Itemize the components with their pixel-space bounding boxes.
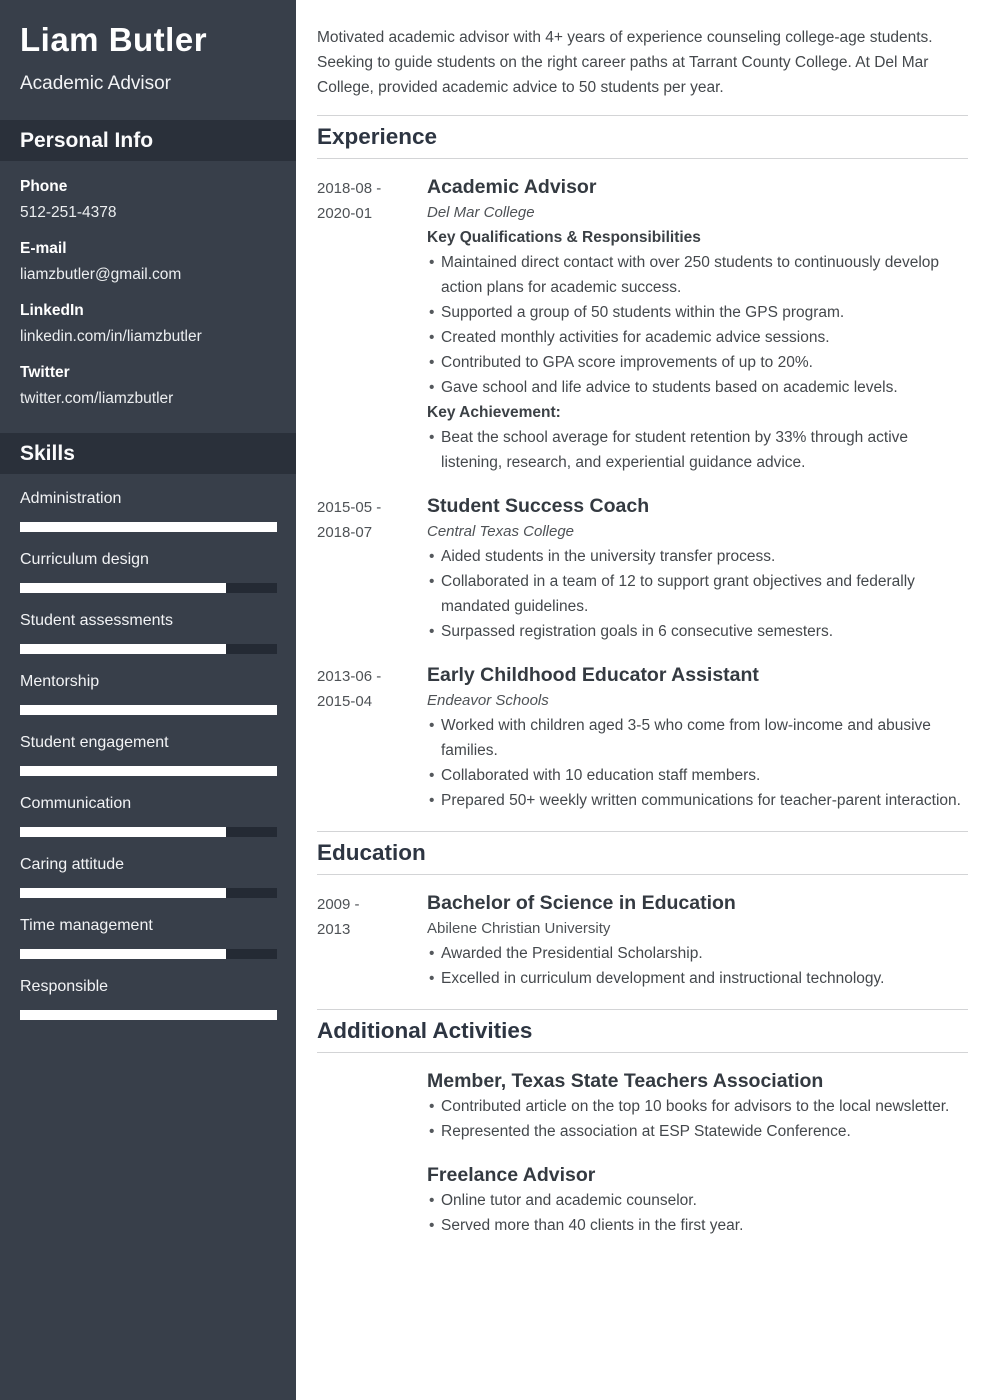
experience-entry bbox=[317, 493, 968, 644]
bullet-item: • Contributed article on the top 10 books for advisors to the local newsletter. bbox=[427, 1094, 968, 1119]
school-name: Abilene Christian University bbox=[427, 920, 611, 937]
skill-bar-track bbox=[20, 705, 277, 715]
contact-label: LinkedIn bbox=[20, 302, 84, 319]
contact-item-twitter bbox=[20, 363, 276, 409]
entry-body bbox=[427, 174, 968, 475]
entry-dates-empty bbox=[317, 1068, 427, 1144]
degree-title: Bachelor of Science in Education bbox=[427, 892, 736, 914]
date-start: 2009 - bbox=[317, 896, 360, 913]
candidate-name: Liam Butler bbox=[20, 21, 208, 58]
skill-item bbox=[20, 916, 276, 959]
skill-label: Time management bbox=[20, 917, 153, 934]
date-end: 2015-04 bbox=[317, 693, 373, 710]
company-name: Central Texas College bbox=[427, 523, 575, 540]
skill-bar-fill bbox=[20, 827, 226, 837]
bullet-item: • Served more than 40 clients in the first year. bbox=[427, 1213, 968, 1238]
date-start: 2018-08 - bbox=[317, 180, 382, 197]
date-start: 2013-06 - bbox=[317, 668, 382, 685]
bullet-list bbox=[427, 250, 968, 400]
contact-label: E-mail bbox=[20, 240, 67, 257]
company-name: Endeavor Schools bbox=[427, 692, 549, 709]
activity-title: Freelance Advisor bbox=[427, 1164, 596, 1186]
skill-bar-track bbox=[20, 888, 277, 898]
bullet-item: • Contributed to GPA score improvements of up to 20%. bbox=[427, 350, 968, 375]
activity-title: Member, Texas State Teachers Association bbox=[427, 1070, 824, 1092]
additional-activity-entry bbox=[317, 1162, 968, 1238]
bullet-item: • Supported a group of 50 students within the GPS program. bbox=[427, 300, 968, 325]
entry-body bbox=[427, 1068, 968, 1144]
section-heading-education bbox=[317, 831, 968, 875]
skill-bar-track bbox=[20, 949, 277, 959]
experience-entry bbox=[317, 174, 968, 475]
education-entry bbox=[317, 890, 968, 991]
skill-bar-fill bbox=[20, 1010, 277, 1020]
skill-bar-fill bbox=[20, 583, 226, 593]
entry-subheading: Key Achievement: bbox=[427, 404, 561, 421]
skill-item bbox=[20, 855, 276, 898]
bullet-list bbox=[427, 1094, 968, 1144]
skill-bar-track bbox=[20, 1010, 277, 1020]
skill-item bbox=[20, 977, 276, 1020]
bullet-item: • Worked with children aged 3-5 who come from low-income and abusive families. bbox=[427, 713, 968, 763]
bullet-list bbox=[427, 713, 968, 813]
entry-dates bbox=[317, 662, 427, 813]
bullet-item: • Excelled in curriculum development and instructional technology. bbox=[427, 966, 968, 991]
additional-activity-entry bbox=[317, 1068, 968, 1144]
bullet-item: • Collaborated in a team of 12 to support grant objectives and federally mandated guidelines. bbox=[427, 569, 968, 619]
company-name: Del Mar College bbox=[427, 204, 535, 221]
bullet-item: • Prepared 50+ weekly written communications for teacher-parent interaction. bbox=[427, 788, 968, 813]
contact-value: twitter.com/liamzbutler bbox=[20, 390, 174, 407]
entry-dates bbox=[317, 174, 427, 475]
section-title: Additional Activities bbox=[317, 1018, 533, 1043]
experience-entry bbox=[317, 662, 968, 813]
entry-dates bbox=[317, 890, 427, 991]
job-title: Early Childhood Educator Assistant bbox=[427, 664, 759, 686]
skills-list bbox=[0, 489, 296, 1020]
entry-body bbox=[427, 890, 968, 991]
bullet-item: • Beat the school average for student retention by 33% through active listening, research, and experiential guidance advice. bbox=[427, 425, 968, 475]
bullet-item: • Aided students in the university transfer process. bbox=[427, 544, 968, 569]
bullet-item: • Awarded the Presidential Scholarship. bbox=[427, 941, 968, 966]
personal-info-heading: Personal Info bbox=[0, 120, 296, 161]
contact-label: Twitter bbox=[20, 364, 70, 381]
bullet-list bbox=[427, 544, 968, 644]
skill-bar-track bbox=[20, 522, 277, 532]
skill-item bbox=[20, 733, 276, 776]
section-heading-experience bbox=[317, 115, 968, 159]
contact-item-email bbox=[20, 239, 276, 285]
bullet-item: • Represented the association at ESP Statewide Conference. bbox=[427, 1119, 968, 1144]
bullet-item: • Surpassed registration goals in 6 consecutive semesters. bbox=[427, 619, 968, 644]
entry-body bbox=[427, 493, 968, 644]
date-end: 2020-01 bbox=[317, 205, 373, 222]
date-start: 2015-05 - bbox=[317, 499, 382, 516]
skill-item bbox=[20, 672, 276, 715]
contact-item-phone bbox=[20, 177, 276, 223]
skills-heading: Skills bbox=[0, 433, 296, 474]
section-heading-additional-activities bbox=[317, 1009, 968, 1053]
contact-item-linkedin bbox=[20, 301, 276, 347]
bullet-list bbox=[427, 425, 968, 475]
skill-bar-fill bbox=[20, 522, 277, 532]
skill-label: Caring attitude bbox=[20, 856, 125, 873]
skill-bar-fill bbox=[20, 766, 277, 776]
skill-bar-track bbox=[20, 644, 277, 654]
skill-bar-fill bbox=[20, 705, 277, 715]
skill-bar-track bbox=[20, 766, 277, 776]
skill-bar-track bbox=[20, 827, 277, 837]
bullet-item: • Maintained direct contact with over 250 students to continuously develop action plans for academic success. bbox=[427, 250, 968, 300]
bullet-item: • Collaborated with 10 education staff members. bbox=[427, 763, 968, 788]
skill-bar-fill bbox=[20, 888, 226, 898]
section-title: Experience bbox=[317, 124, 438, 149]
summary-paragraph: Motivated academic advisor with 4+ years of experience counseling college-age students. Seeking to guide students on the right career paths at Tarrant County College. At Del Mar College, provided academic advice to 50 students per year. bbox=[317, 29, 933, 96]
skill-label: Mentorship bbox=[20, 673, 100, 690]
date-end: 2018-07 bbox=[317, 524, 373, 541]
entry-dates bbox=[317, 493, 427, 644]
entry-body bbox=[427, 662, 968, 813]
skill-label: Administration bbox=[20, 490, 122, 507]
bullet-item: • Gave school and life advice to students based on academic levels. bbox=[427, 375, 968, 400]
bullet-list bbox=[427, 1188, 968, 1238]
skill-label: Responsible bbox=[20, 978, 109, 995]
skill-bar-fill bbox=[20, 644, 226, 654]
sidebar bbox=[0, 0, 296, 1400]
contact-value: 512-251-4378 bbox=[20, 204, 117, 221]
contact-value: linkedin.com/in/liamzbutler bbox=[20, 328, 202, 345]
skill-label: Student assessments bbox=[20, 612, 173, 629]
contact-value: liamzbutler@gmail.com bbox=[20, 266, 182, 283]
skill-item bbox=[20, 611, 276, 654]
skill-label: Communication bbox=[20, 795, 132, 812]
skill-item bbox=[20, 489, 276, 532]
bullet-item: • Created monthly activities for academic advice sessions. bbox=[427, 325, 968, 350]
section-title: Education bbox=[317, 840, 426, 865]
skill-bar-track bbox=[20, 583, 277, 593]
skill-label: Curriculum design bbox=[20, 551, 149, 568]
job-title: Academic Advisor bbox=[427, 176, 597, 198]
entry-dates-empty bbox=[317, 1162, 427, 1238]
personal-info-list bbox=[0, 177, 296, 409]
contact-label: Phone bbox=[20, 178, 68, 195]
entry-subheading: Key Qualifications & Responsibilities bbox=[427, 229, 701, 246]
resume-main bbox=[296, 0, 990, 1256]
skill-item bbox=[20, 794, 276, 837]
date-end: 2013 bbox=[317, 921, 351, 938]
bullet-list bbox=[427, 941, 968, 991]
entry-body bbox=[427, 1162, 968, 1238]
job-title: Student Success Coach bbox=[427, 495, 650, 517]
skill-label: Student engagement bbox=[20, 734, 169, 751]
skill-item bbox=[20, 550, 276, 593]
bullet-item: • Online tutor and academic counselor. bbox=[427, 1188, 968, 1213]
skill-bar-fill bbox=[20, 949, 226, 959]
candidate-title: Academic Advisor bbox=[20, 73, 172, 94]
